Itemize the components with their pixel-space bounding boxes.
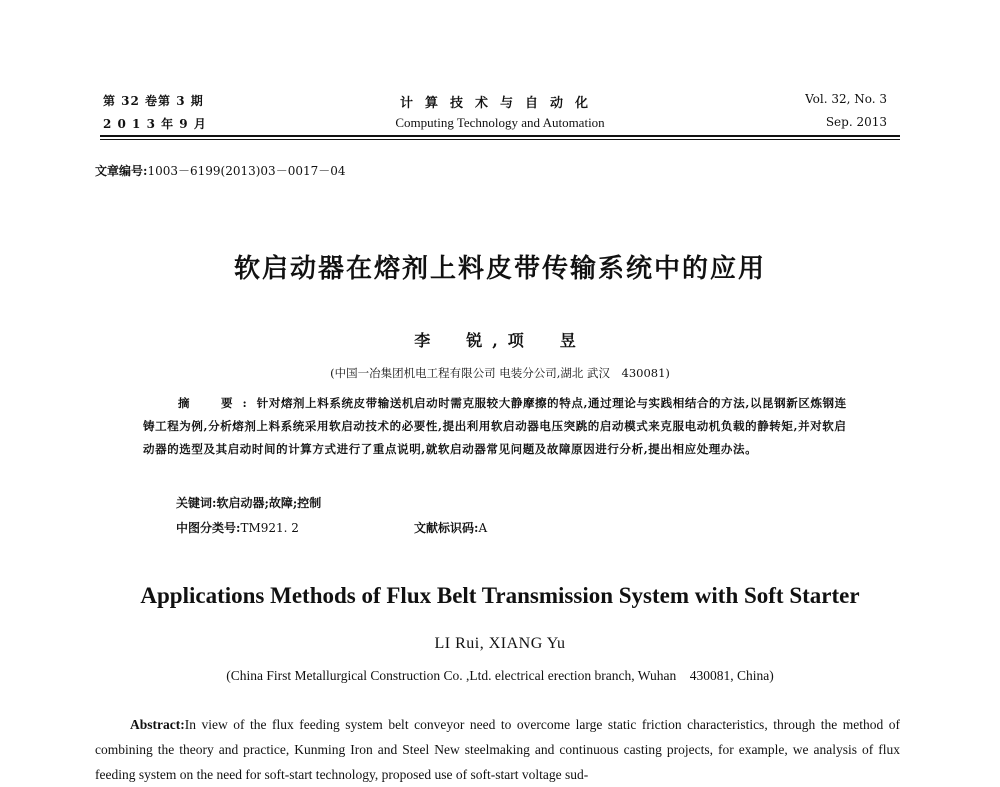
paper-title-en: Applications Methods of Flux Belt Transmission System with Soft Starter [140, 583, 860, 608]
article-number-value: 1003－6199(2013)03－0017－04 [147, 164, 346, 178]
authors-en: LI Rui, XIANG Yu [434, 635, 566, 652]
abstract-cn-label: 摘 要: [178, 396, 257, 410]
clc-value: TM921. 2 [240, 521, 299, 535]
authors-cn: 李 锐,项 昱 [414, 331, 586, 350]
journal-name-en: Computing Technology and Automation [395, 115, 605, 130]
abstract-cn-text: 针对熔剂上料系统皮带输送机启动时需克服较大静摩擦的特点,通过理论与实践相结合的方法,以昆钢新区炼钢连铸工程为例,分析熔剂上料系统采用软启动技术的必要性,提出利用软启动器电压突跳的启动模式来克服电动机负载的静转矩,并对软启动器的选型及其启动时间的计算方式进行了重点说明,就软启动器常见问题及故障原因进行分析,提出相应处理办法。 [143, 396, 847, 456]
journal-name-cn: 计算技术与自动化 [399, 96, 600, 111]
clc-label: 中图分类号: [176, 521, 241, 535]
article-number-label: 文章编号: [95, 164, 148, 178]
clc-number [176, 519, 299, 536]
abstract-en-label: Abstract: [130, 717, 185, 732]
volume-en: Vol. 32, No. 3 [805, 92, 887, 106]
paper-title-cn: 软启动器在熔剂上料皮带传输系统中的应用 [233, 254, 766, 284]
document-code-label: 文献标识码: [414, 521, 479, 535]
abstract-en-text: In view of the flux feeding system belt conveyor need to overcome large static friction characteristics, through the method of combining the theory and practice, Kunming Iron and Steel New steelmaking and continuous casting projects, for example, we analysis of flux feeding system on the need for soft-start technology, proposed use of soft-start voltage sud- [95, 717, 900, 782]
affiliation-en: (China First Metallurgical Construction Co. ,Ltd. electrical erection branch, Wuhan 430081, China) [226, 668, 774, 683]
header-rule-thick [100, 135, 900, 137]
article-number [95, 162, 346, 179]
abstract-cn [143, 392, 855, 461]
document-code [414, 519, 487, 536]
affiliation-cn: (中国一冶集团机电工程有限公司 电装分公司,湖北 武汉 430081) [330, 366, 670, 380]
abstract-en [95, 712, 900, 787]
issue-number-cn: 第 32 卷第 3 期 [103, 94, 204, 108]
publication-date-en: Sep. 2013 [825, 115, 887, 129]
document-code-value: A [478, 521, 488, 535]
keywords-cn [176, 494, 321, 511]
publication-date-cn: 2 0 1 3 年 9 月 [103, 117, 207, 131]
keywords-cn-text: 软启动器;故障;控制 [216, 496, 322, 510]
keywords-cn-label: 关键词: [176, 496, 217, 510]
header-rule-thin [100, 139, 900, 140]
